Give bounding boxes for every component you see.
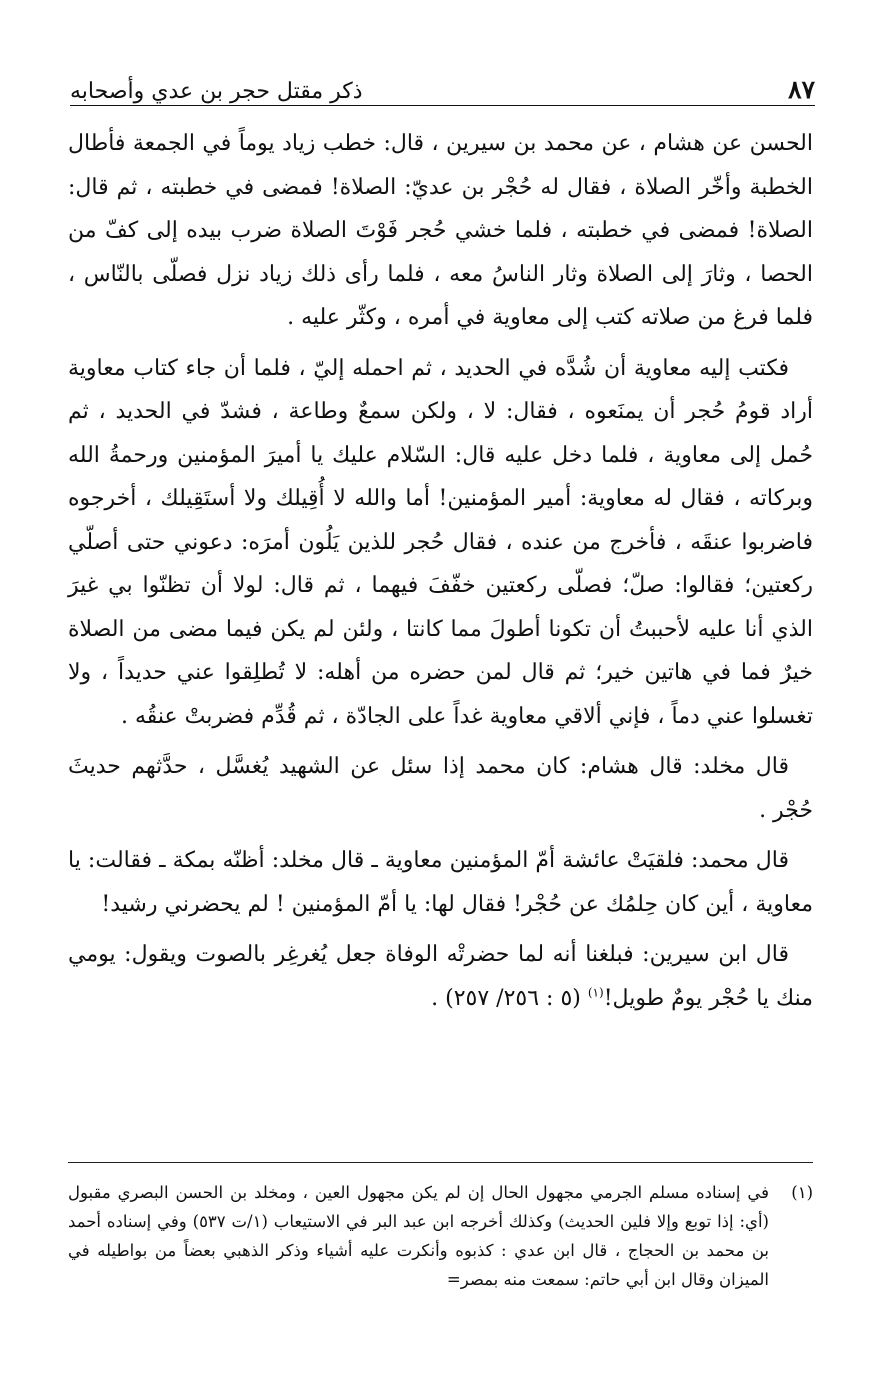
page-header (70, 62, 815, 104)
paragraph-text: قال ابن سيرين: فبلغنا أنه لما حضرتْه الوفاة جعل يُغرغِر بالصوت ويقول: يومي منك يا حُجْر يومٌ طويل! (68, 942, 813, 1011)
paragraph: قال محمد: فلقيَتْ عائشة أمّ المؤمنين معاوية ـ قال مخلد: أظنّه بمكة ـ فقالت: يا معاوية ، أين كان حِلمُك عن حُجْر! فقال لها: يا أمّ المؤمنين ! لم يحضرني رشيد! (68, 848, 813, 917)
paragraph: قال مخلد: قال هشام: كان محمد إذا سئل عن الشهيد يُغسَّل ، حدَّثهم حديثَ حُجْر . (68, 754, 813, 823)
running-title: ذكر مقتل حجر بن عدي وأصحابه (70, 79, 363, 104)
footnotes (68, 1178, 813, 1294)
page-number: ٨٧ (788, 75, 815, 104)
footnote-reference: (١) (587, 985, 604, 1000)
paragraph: فكتب إليه معاوية أن شُدَّه في الحديد ، ثم احمله إليّ ، فلما أن جاء كتاب معاوية أراد قومُ حُجر أن يمنَعوه ، فقال: لا ، ولكن سمعٌ وطاعة ، فشدّ في الحديد ، ثم حُمل إلى معاوية ، فلما دخل عليه قال: السّلام عليك يا أميرَ المؤمنين ورحمةُ الله وبركاته ، فقال له معاوية: أمير المؤمنين! أما والله لا أُقِيلك ولا أستَقِيلك ، أخرجوه فاضربوا عنقَه ، فأخرج من عنده ، فقال حُجر للذين يَلُون أمرَه: دعوني حتى أصلّي ركعتين؛ فقالوا: صلّ؛ فصلّى ركعتين خفّفَ فيهما ، ثم قال: لولا أن تظنّوا بي غيرَ الذي أنا عليه لأحببتُ أن تكونا أطولَ مما كانتا ، ولئن لم يكن فيما مضى من الصلاة خيرٌ فما في هاتين خير؛ ثم قال لمن حضره من أهله: لا تُطلِقوا عني حديداً ، ولا تغسلوا عني دماً ، فإني ألاقي معاوية غداً على الجادّة ، ثم قُدِّم فضربتْ عنقُه . (68, 355, 813, 729)
footnote-divider (68, 1162, 813, 1163)
header-divider (70, 105, 815, 106)
paragraph-last (68, 933, 813, 1020)
paragraph: الحسن عن هشام ، عن محمد بن سيرين ، قال: خطب زياد يوماً في الجمعة فأطال الخطبة وأخّر الصلاة ، فقال له حُجْر بن عديّ: الصلاة! فمضى في خطبته ، ثم قال: الصلاة! فمضى في خطبته ، فلما خشي حُجر فَوْتَ الصلاة ضرب بيده إلى كفّ من الحصا ، وثارَ إلى الصلاة وثار الناسُ معه ، فلما رأى ذلك زياد نزل فصلّى بالنّاس ، فلما فرغ من صلاته كتب إلى معاوية في أمره ، وكثّر عليه . (68, 131, 813, 330)
footnote-number: (١) (791, 1183, 813, 1202)
footnote (68, 1178, 813, 1294)
source-citation: (٥ : ٢٥٦/ ٢٥٧) . (431, 985, 588, 1011)
footnote-text: في إسناده مسلم الجرمي مجهول الحال إن لم يكن مجهول العين ، ومخلد بن الحسن البصري مقبول (أي: إذا توبع وإلا فلين الحديث) وكذلك أخرجه ابن عبد البر في الاستيعاب (١/ت ٥٣٧) وفي إسناده أحمد بن محمد بن الحجاج ، قال ابن عدي : كذبوه وأنكرت عليه أشياء وذكر الذهبي بعضاً من بواطيله في الميزان وقال ابن أبي حاتم: سمعت منه بمصر= (68, 1183, 769, 1289)
main-text (68, 122, 813, 1027)
